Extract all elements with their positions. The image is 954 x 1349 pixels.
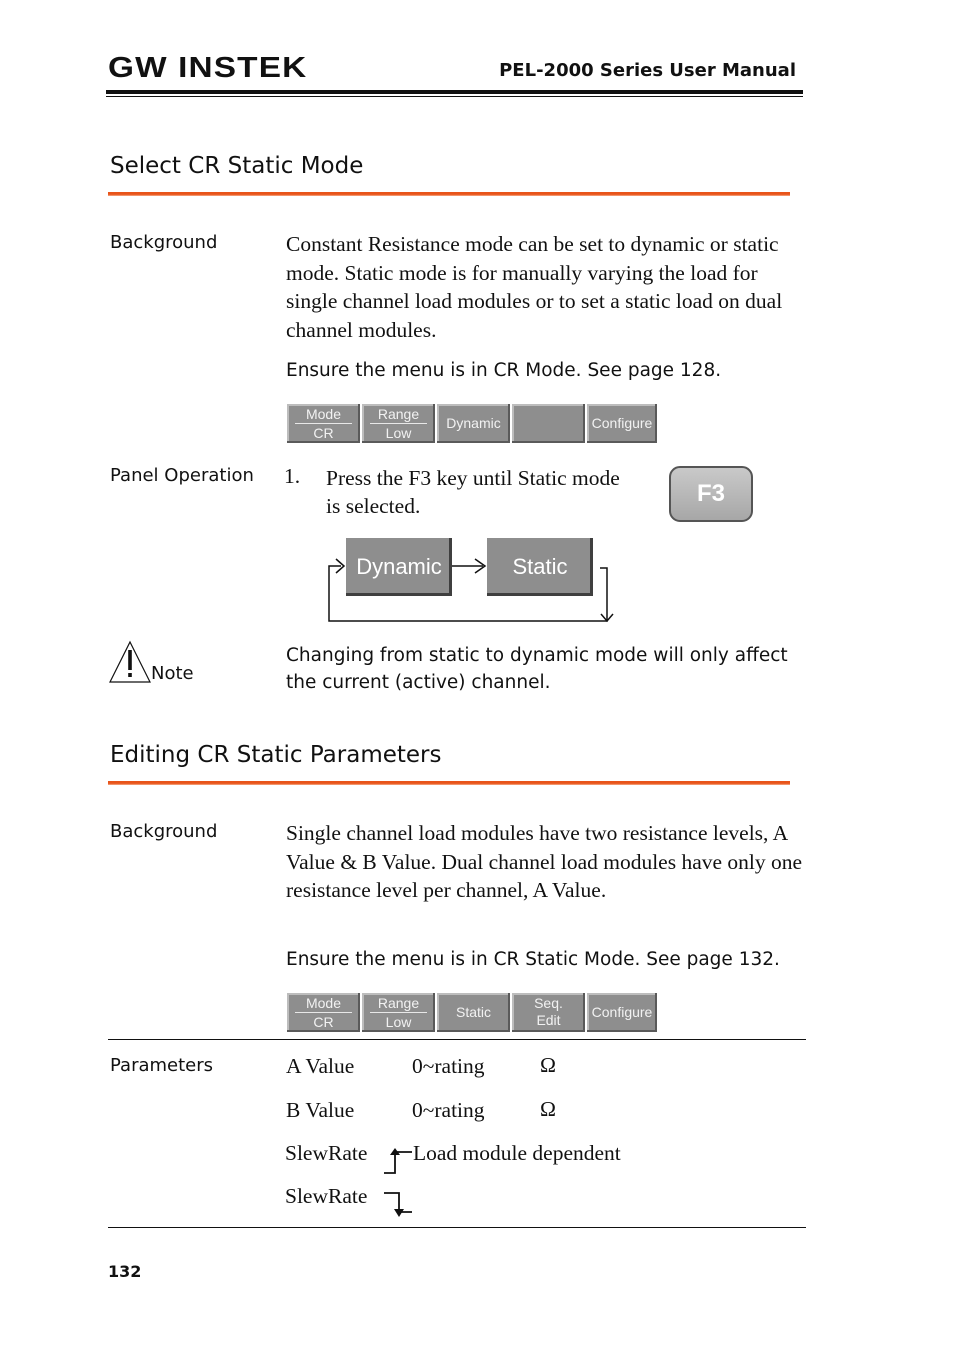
soft-key-blank[interactable] bbox=[512, 404, 585, 443]
gwinstek-logo: GW INSTEK bbox=[108, 52, 308, 84]
section-rule bbox=[108, 192, 790, 196]
rising-edge-icon bbox=[382, 1146, 414, 1176]
range-label: Range bbox=[377, 995, 420, 1011]
soft-key-range[interactable] bbox=[362, 993, 435, 1032]
soft-key-mode[interactable] bbox=[287, 993, 360, 1032]
configure-label: Configure bbox=[591, 415, 653, 431]
falling-edge-icon bbox=[382, 1188, 414, 1218]
panel-operation-label: Panel Operation bbox=[110, 465, 254, 486]
param-a-range: 0~rating bbox=[412, 1054, 485, 1078]
parameters-label: Parameters bbox=[110, 1055, 214, 1076]
background-label: Background bbox=[110, 821, 218, 842]
configure-label: Configure bbox=[591, 1004, 653, 1020]
background-label: Background bbox=[110, 232, 218, 253]
mode-value: CR bbox=[313, 1014, 334, 1030]
dynamic-label: Dynamic bbox=[446, 415, 501, 431]
background-text: Constant Resistance mode can be set to dynamic or static mode. Static mode is for manually varying the load for single channel load modules or to set a static load on dual channel modules. bbox=[286, 232, 783, 342]
param-b-range: 0~rating bbox=[412, 1098, 485, 1122]
range-label: Range bbox=[377, 406, 420, 422]
section-title-editing-cr-static: Editing CR Static Parameters bbox=[110, 742, 442, 768]
soft-key-configure[interactable] bbox=[587, 404, 657, 443]
table-top-rule bbox=[108, 1039, 806, 1040]
soft-key-static[interactable] bbox=[437, 993, 510, 1032]
edit-label: Edit bbox=[536, 1012, 561, 1028]
range-value: Low bbox=[385, 1014, 412, 1030]
ensure-text: Ensure the menu is in CR Static Mode. See page 132. bbox=[286, 949, 780, 970]
soft-key-seq-edit[interactable] bbox=[512, 993, 585, 1032]
soft-key-mode[interactable] bbox=[287, 404, 360, 443]
manual-title: PEL-2000 Series User Manual bbox=[499, 60, 796, 81]
range-value: Low bbox=[385, 425, 412, 441]
param-b-name: B Value bbox=[286, 1098, 355, 1122]
note-label: Note bbox=[151, 663, 194, 684]
param-b-unit: Ω bbox=[540, 1097, 556, 1121]
note-text: Changing from static to dynamic mode will only affect the current (active) channel. bbox=[286, 645, 788, 693]
warning-icon bbox=[108, 640, 152, 684]
section-title-select-cr-static: Select CR Static Mode bbox=[110, 153, 364, 179]
mode-label: Mode bbox=[305, 406, 342, 422]
header-rule-thin bbox=[106, 96, 803, 97]
param-slewrate-range: Load module dependent bbox=[413, 1141, 621, 1165]
step-number: 1. bbox=[284, 464, 301, 488]
header-rule bbox=[106, 90, 803, 94]
param-slewrate-fall-name: SlewRate bbox=[285, 1184, 368, 1208]
mode-label: Mode bbox=[305, 995, 342, 1011]
param-a-name: A Value bbox=[286, 1054, 355, 1078]
f3-key[interactable]: F3 bbox=[669, 466, 753, 522]
table-bottom-rule bbox=[108, 1227, 806, 1228]
soft-key-configure[interactable] bbox=[587, 993, 657, 1032]
ensure-text: Ensure the menu is in CR Mode. See page 128. bbox=[286, 360, 722, 381]
cycle-dynamic-key: Dynamic bbox=[346, 538, 452, 596]
soft-key-dynamic[interactable] bbox=[437, 404, 510, 443]
static-label: Static bbox=[455, 1004, 491, 1020]
background-text: Single channel load modules have two resistance levels, A Value & B Value. Dual channel load modules have only one resistance level per channel, A Value. bbox=[286, 821, 803, 902]
step-text: Press the F3 key until Static mode is selected. bbox=[326, 466, 620, 518]
soft-key-range[interactable] bbox=[362, 404, 435, 443]
seq-label: Seq. bbox=[534, 995, 563, 1011]
section-rule bbox=[108, 781, 790, 785]
param-a-unit: Ω bbox=[540, 1053, 556, 1077]
cycle-static-key: Static bbox=[487, 538, 593, 596]
param-slewrate-rise-name: SlewRate bbox=[285, 1141, 368, 1165]
page-number: 132 bbox=[108, 1262, 142, 1281]
mode-value: CR bbox=[313, 425, 334, 441]
